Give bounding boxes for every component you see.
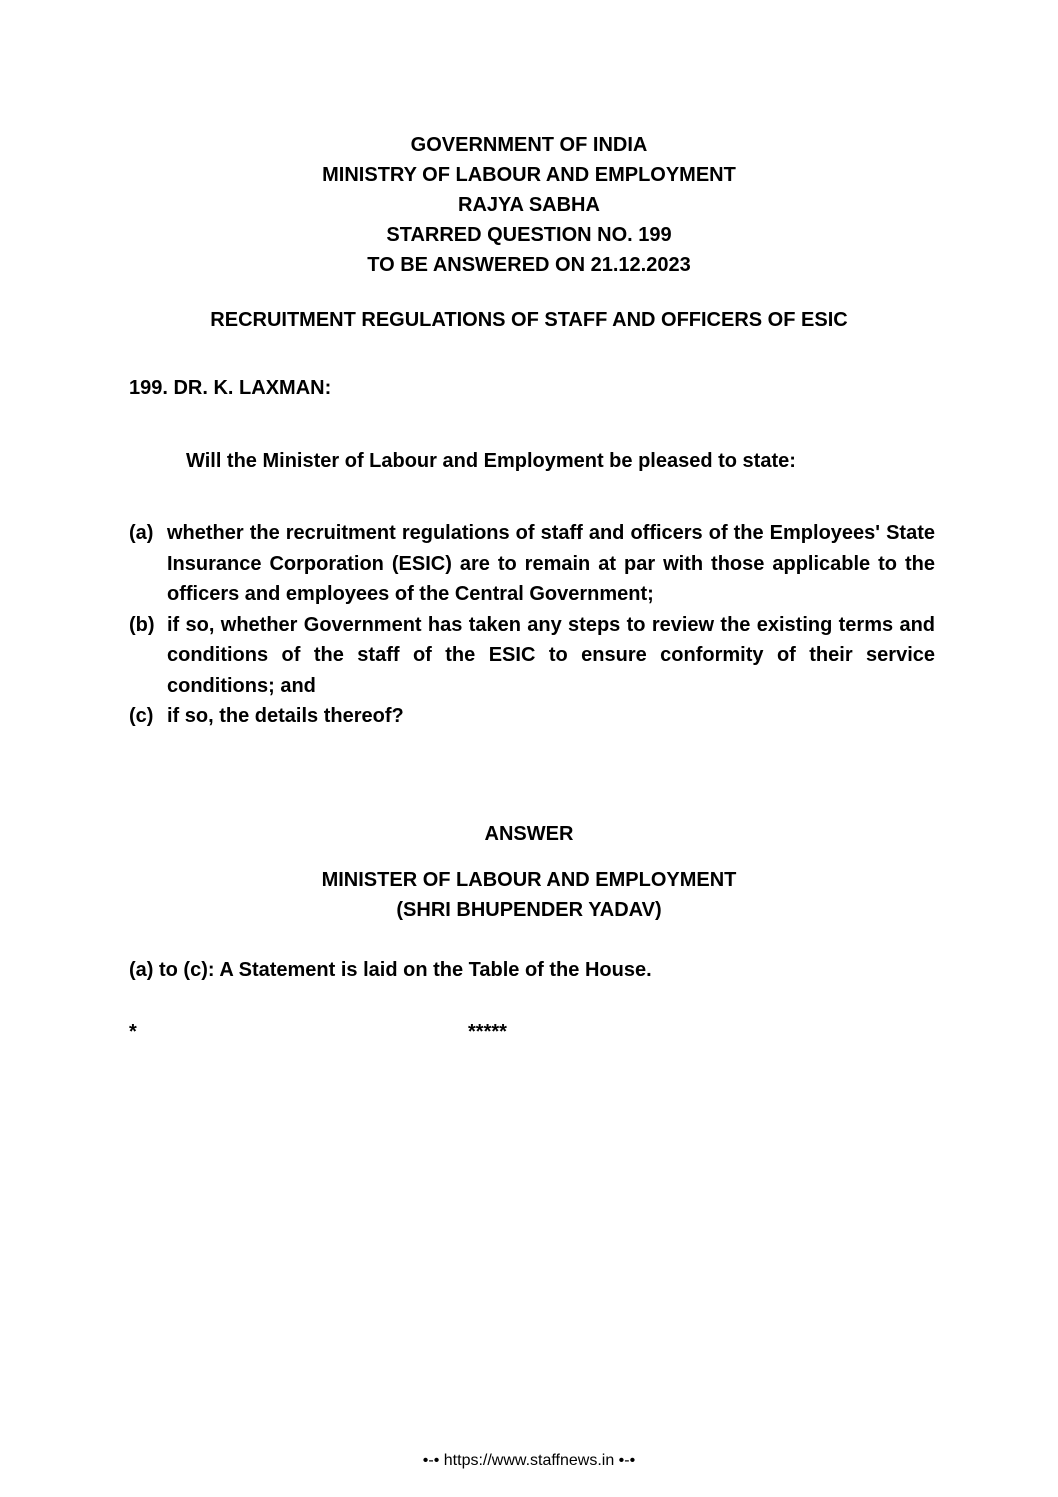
- header-government: GOVERNMENT OF INDIA: [410, 134, 648, 156]
- minister-title: MINISTER OF LABOUR AND EMPLOYMENT: [321, 869, 737, 891]
- header-ministry: MINISTRY OF LABOUR AND EMPLOYMENT: [322, 164, 736, 186]
- minister-name: (SHRI BHUPENDER YADAV): [396, 899, 662, 921]
- document-header: [0, 130, 1058, 280]
- header-question-number: STARRED QUESTION NO. 199: [386, 224, 672, 246]
- question-text: if so, whether Government has taken any steps to review the existing terms and conditions of the staff of the ESIC to ensure conformity of their service conditions; and: [167, 613, 935, 697]
- question-marker: (b): [129, 613, 155, 636]
- question-item-b: [129, 610, 935, 702]
- answer-text: (a) to (c): A Statement is laid on the Table of the House.: [129, 959, 652, 981]
- question-text: if so, the details thereof?: [167, 705, 404, 727]
- separator-star-left: *: [129, 1021, 137, 1043]
- question-asker: 199. DR. K. LAXMAN:: [129, 377, 332, 399]
- question-item-c: [129, 701, 935, 732]
- header-answer-date: TO BE ANSWERED ON 21.12.2023: [367, 254, 691, 276]
- question-intro: Will the Minister of Labour and Employment be pleased to state:: [186, 450, 796, 472]
- header-house: RAJYA SABHA: [458, 194, 600, 216]
- question-text: whether the recruitment regulations of staff and officers of the Employees' State Insurance Corporation (ESIC) are to remain at par with those applicable to the officers and employees of the Central Government;: [167, 522, 935, 605]
- separator-stars-right: *****: [468, 1021, 507, 1043]
- footer-link[interactable]: •-• https://www.staffnews.in •-•: [422, 1452, 636, 1469]
- question-list: [129, 518, 935, 732]
- question-item-a: [129, 518, 935, 610]
- minister-block: [0, 865, 1058, 925]
- question-marker: (c): [129, 705, 154, 727]
- question-subject: RECRUITMENT REGULATIONS OF STAFF AND OFFICERS OF ESIC: [210, 309, 848, 331]
- answer-heading: ANSWER: [484, 823, 574, 845]
- question-marker: (a): [129, 522, 154, 544]
